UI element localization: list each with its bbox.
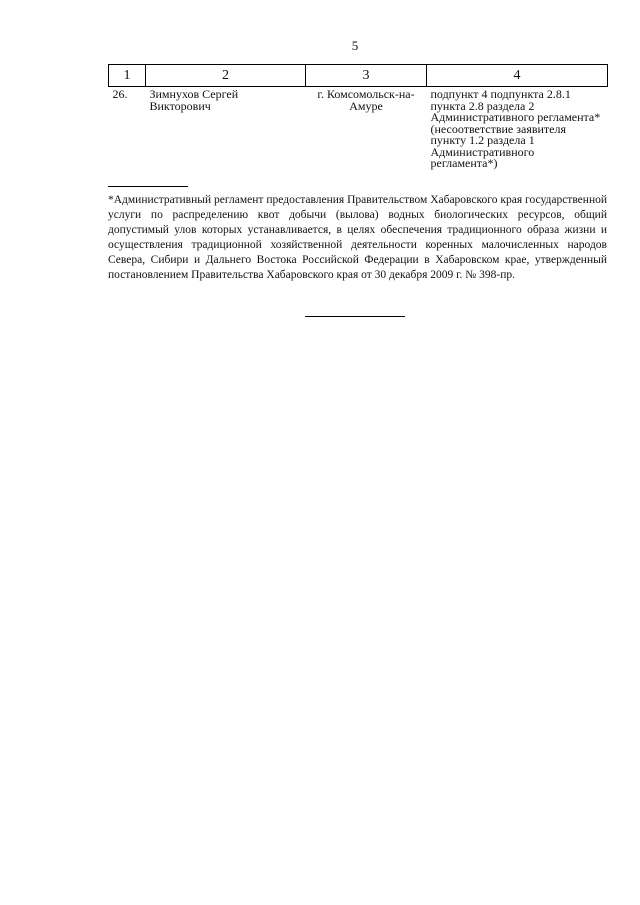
applicant-name: Зимнухов Сергей Викторович (149, 87, 239, 113)
footnote-text: *Административный регламент предоставления Правительством Хабаровского края государственной услуги по распределению квот добычи (вылова) водных биологических ресурсов, общий допустимый улов которых устанавливается, в целях обеспечения традиционного образа жизни и осуществления традиционной хозяйственной деятельности коренных малочисленных народов Севера, Сибири и Дальнего Востока Российской Федерации в Хабаровском крае, утвержденный постановлением Правительства Хабаровского края от 30 декабря 2009 г. № 398-пр. (108, 194, 607, 281)
column-header-1: 1 (109, 65, 146, 87)
table-row (109, 87, 608, 172)
quota-denial-table (108, 64, 608, 172)
column-header-4: 4 (427, 65, 608, 87)
table-header-row (109, 65, 608, 87)
page-number: 5 (351, 38, 359, 53)
footnote-separator (108, 186, 188, 187)
document-end-rule (305, 316, 405, 317)
applicant-location: г. Комсомольск-на-Амуре (317, 87, 415, 113)
row-number: 26. (112, 87, 128, 101)
column-header-3: 3 (306, 65, 427, 87)
column-header-2: 2 (146, 65, 306, 87)
denial-reason: подпункт 4 подпункта 2.8.1 пункта 2.8 раздела 2 Административного регламента* (несоответствие заявителя пункту 1.2 раздела 1 Административного регламента*) (430, 87, 601, 170)
